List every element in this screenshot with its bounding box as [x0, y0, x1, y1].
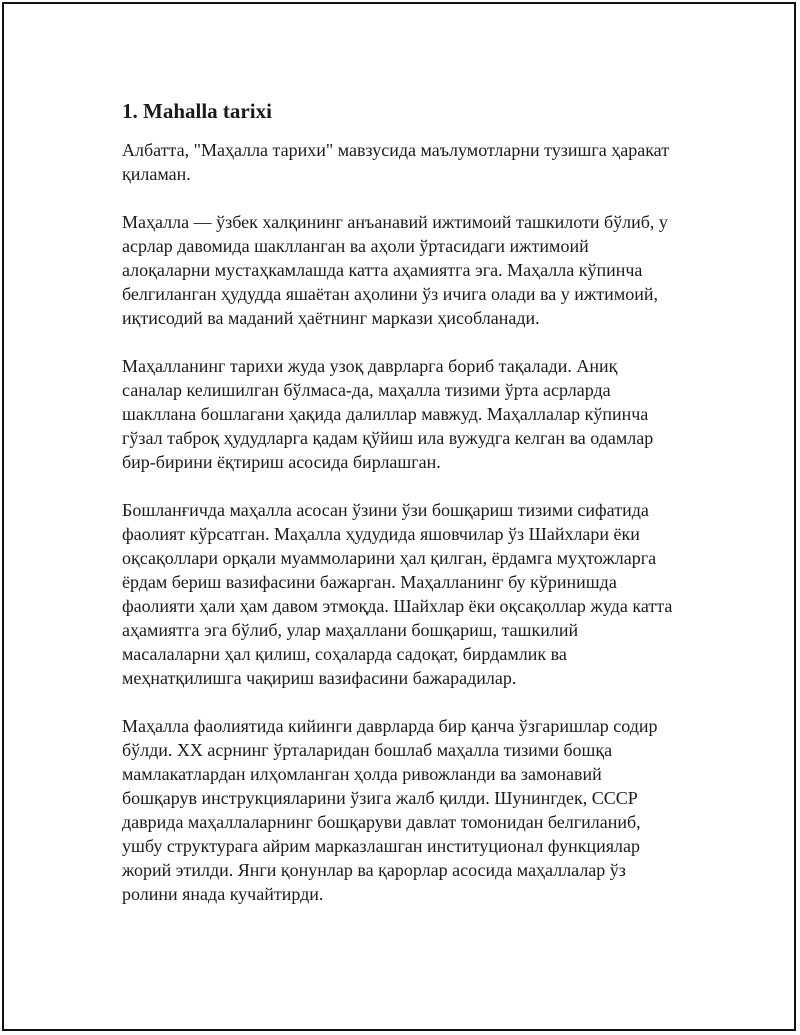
paragraph-definition: Маҳалла — ўзбек халқининг анъанавий ижтимоий ташкилоти бўлиб, у асрлар давомида шаклланган ва аҳоли ўртасидаги ижтимоий алоқаларни мустаҳкамлашда катта аҳамиятга эга. Маҳалла кўпинча белгиланган ҳудудда яшаётан аҳолини ўз ичига олади ва у ижтимоий, иқтисодий ва маданий ҳаётнинг маркази ҳисобланади.: [122, 212, 668, 328]
document-body: [122, 97, 692, 930]
page-border: [2, 2, 796, 1031]
paragraph-self-governance: Бошланғичда маҳалла асосан ўзини ўзи бошқариш тизими сифатида фаолият кўрсатган. Маҳалла ҳудудида яшовчилар ўз Шайхлари ёки оқсақоллари орқали муаммоларини ҳал қилган, ёрдамга муҳтожларга ёрдам бериш вазифасини бажарган. Маҳалланинг бу кўринишда фаолияти ҳали ҳам давом этмоқда. Шайхлар ёки оқсақоллар жуда катта аҳамиятга эга бўлиб, улар маҳаллани бошқариш, ташкилий масалаларни ҳал қилиш, соҳаларда садоқат, бирдамлик ва меҳнатқилишга чақириш вазифасини бажарадилар.: [122, 500, 673, 688]
paragraph-intro: Албатта, "Маҳалла тарихи" мавзусида маълумотларни тузишга ҳаракат қиламан.: [122, 140, 670, 184]
section-heading: 1. Mahalla tarixi: [122, 99, 272, 123]
paragraph-changes: Маҳалла фаолиятида кийинги даврларда бир қанча ўзгаришлар содир бўлди. XX асрнинг ўрталаридан бошлаб маҳалла тизими бошқа мамлакатлардан илҳомланган ҳолда ривожланди ва замонавий бошқарув инструкцияларини ўзига жалб қилди. Шунингдек, СССР даврида маҳаллаларнинг бошқаруви давлат томонидан белгиланиб, ушбу структурага айрим марказлашган институционал функциялар жорий этилди. Янги қонунлар ва қарорлар асосида маҳаллалар ўз ролини янада кучайтирди.: [122, 716, 658, 904]
paragraph-history: Маҳалланинг тарихи жуда узоқ даврларга бориб тақалади. Аниқ саналар келишилган бўлмаса-да, маҳалла тизими ўрта асрларда шакллана бошлагани ҳақида далиллар мавжуд. Маҳаллалар кўпинча гўзал таброқ ҳудудларга қадам қўйиш ила вужудга келган ва одамлар бир-бирини ёқтириш асосида бирлашган.: [122, 356, 654, 472]
